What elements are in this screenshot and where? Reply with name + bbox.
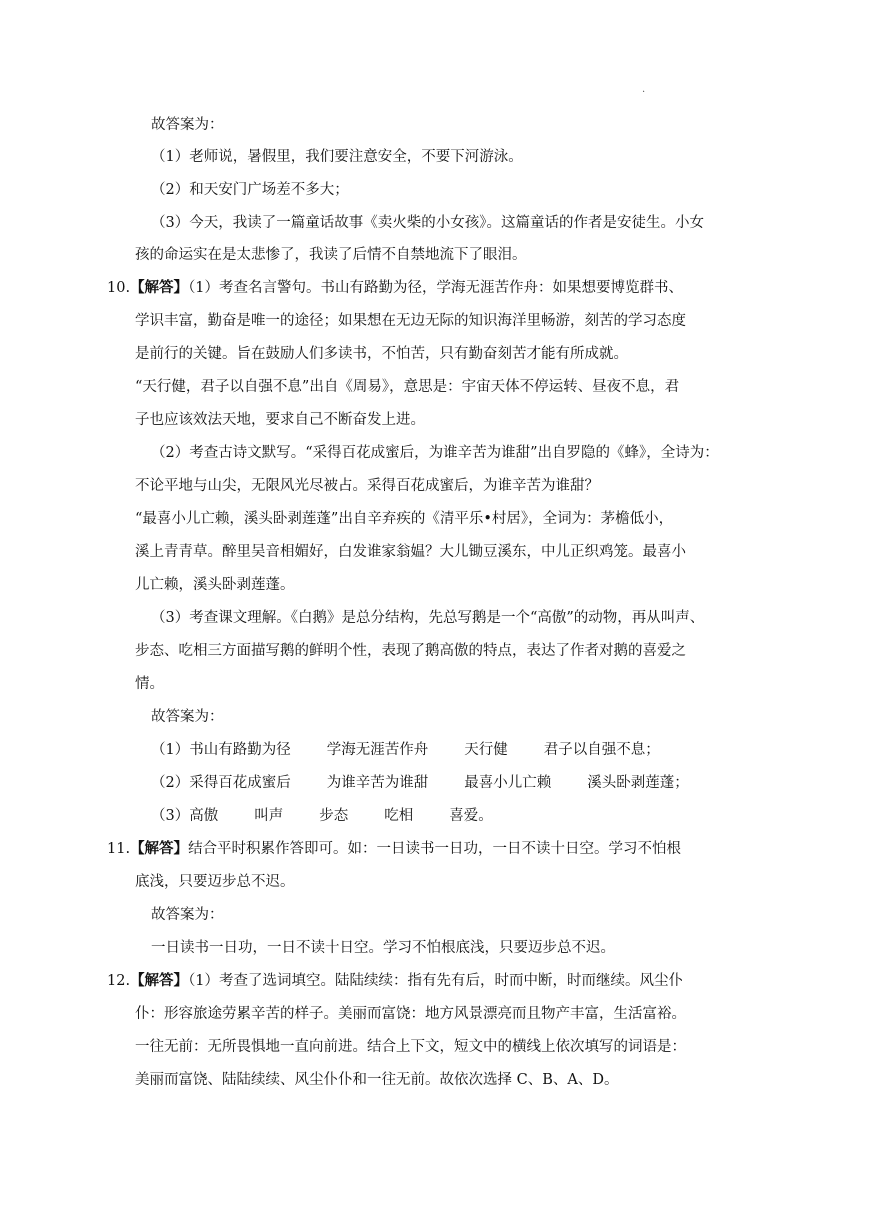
answer-line: （1）老师说，暑假里，我们要注意安全，不要下河游泳。 [151,149,523,165]
answer-item: 天行健 [464,742,508,758]
answer-tag: 【解答】 [130,840,189,857]
answer-item: 为谁辛苦为谁甜 [326,775,429,791]
answer-line: 一日读书一日功，一日不读十日空。学习不怕根底浅，只要迈步总不迟。 [151,940,615,956]
answer-row [151,740,660,760]
question-11-header [107,839,681,859]
page-mark: . [642,84,646,95]
answer-item: 君子以自强不息； [543,742,660,758]
answer-row [151,806,493,826]
answer-label: 故答案为： [151,117,224,133]
question-12-header [107,971,683,991]
paragraph-line: 底浅，只要迈步总不迟。 [135,874,295,890]
answer-label: 故答案为： [151,709,224,725]
question-number: 12. [107,973,131,989]
question-number: 10. [107,280,131,296]
paragraph-line: 是前行的关键。旨在鼓励人们多读书，不怕苦，只有勤奋刻苦才能有所成就。 [135,346,628,362]
answer-line: （3）今天，我读了一篇童话故事《卖火柴的小女孩》。这篇童话的作者是安徒生。小女 [151,215,704,231]
answer-line: （2）和天安门广场差不多大； [151,182,349,198]
paragraph-line: “最喜小儿亡赖，溪头卧剥莲蓬”出自辛弃疾的《清平乐•村居》，全词为：茅檐低小， [135,511,674,527]
paragraph-line: 溪上青青草。醉里吴音相媚好，白发谁家翁媪？大儿锄豆溪东，中儿正织鸡笼。最喜小 [135,544,686,560]
paragraph-line: 学识丰富，勤奋是唯一的途径；如果想在无边无际的知识海洋里畅游，刻苦的学习态度 [135,313,686,329]
paragraph-line: （1）考查了选词填空。陆陆续续：指有先有后，时而中断，时而继续。风尘仆 [188,973,684,989]
answer-item: （1）书山有路勤为径 [151,742,291,758]
paragraph-line: 儿亡赖，溪头卧剥莲蓬。 [135,577,295,593]
paragraph-line: 仆：形容旅途劳累辛苦的样子。美丽而富饶：地方风景漂亮而且物产丰富，生活富裕。 [135,1006,686,1022]
paragraph-line: 结合平时积累作答即可。如：一日读书一日功，一日不读十日空。学习不怕根 [188,841,682,857]
paragraph-line: （1）考查名言警句。书山有路勤为径，学海无涯苦作舟：如果想要博览群书、 [188,280,684,296]
paragraph-line: 情。 [135,676,164,692]
answer-item: 学海无涯苦作舟 [326,742,429,758]
question-number: 11. [107,841,131,857]
answer-item: 吃相 [384,808,414,824]
paragraph-line: 子也应该效法天地，要求自己不断奋发上进。 [135,412,425,428]
paragraph-line: 美丽而富饶、陆陆续续、风尘仆仆和一往无前。故依次选择 C、B、A、D。 [135,1072,619,1088]
paragraph-line: （3）考查课文理解。《白鹅》是总分结构，先总写鹅是一个“高傲”的动物，再从叫声、 [151,610,705,626]
answer-item: 步态 [319,808,349,824]
answer-item: 叫声 [254,808,284,824]
answer-item: （2）采得百花成蜜后 [151,775,291,791]
paragraph-line: 不论平地与山尖，无限风光尽被占。采得百花成蜜后，为谁辛苦为谁甜？ [135,478,599,494]
paragraph-line: “天行健，君子以自强不息”出自《周易》，意思是：宇宙天体不停运转、昼夜不息，君 [135,379,680,395]
paragraph-line: 一往无前：无所畏惧地一直向前进。结合上下文，短文中的横线上依次填写的词语是： [135,1039,686,1055]
answer-item: 最喜小儿亡赖 [464,775,552,791]
answer-item: （3）高傲 [151,808,219,824]
answer-row [151,773,689,793]
answer-tag: 【解答】 [130,972,189,989]
answer-item: 溪头卧剥莲蓬； [587,775,689,791]
answer-line: 孩的命运实在是太悲惨了，我读了后情不自禁地流下了眼泪。 [135,247,527,263]
answer-label: 故答案为： [151,907,224,923]
question-10-header [107,278,683,298]
answer-item: 喜爱。 [449,808,493,824]
paragraph-line: （2）考查古诗文默写。“采得百花成蜜后，为谁辛苦为谁甜”出自罗隐的《蜂》，全诗为： [151,445,719,461]
paragraph-line: 步态、吃相三方面描写鹅的鲜明个性，表现了鹅高傲的特点，表达了作者对鹅的喜爱之 [135,643,686,659]
answer-tag: 【解答】 [130,279,189,296]
